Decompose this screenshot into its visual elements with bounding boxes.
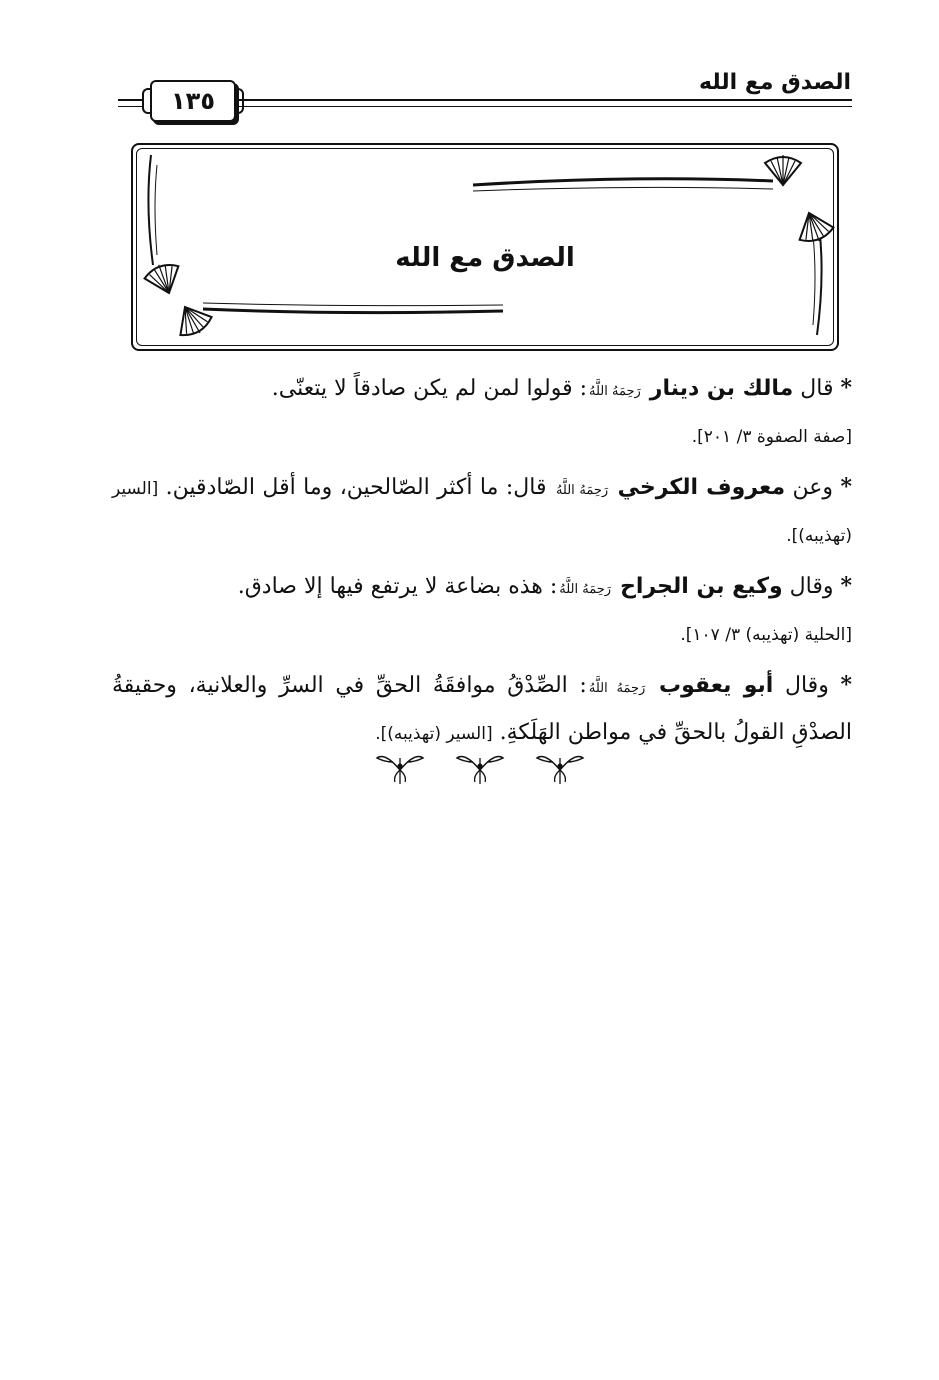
quote-author: أبو يعقوب bbox=[658, 673, 774, 698]
quote-author: وكيع بن الجراح bbox=[620, 574, 783, 599]
quote-text: : قولوا لمن لم يكن صادقاً لا يتعنّى. bbox=[271, 376, 588, 401]
running-title: الصدق مع الله bbox=[699, 70, 851, 95]
quote-reference: [الحلية (تهذيبه) ٣/ ١٠٧]. bbox=[680, 625, 852, 645]
quote-lead: وقال bbox=[784, 673, 829, 698]
quote-text: قال: ما أكثر الصّالحين، وما أقل الصّادقين. bbox=[165, 475, 547, 500]
chapter-title: الصدق مع الله bbox=[395, 243, 575, 273]
quote-reference: [السير (تهذيبه)]. bbox=[375, 724, 493, 744]
page-body bbox=[112, 366, 852, 762]
honorific: رَحِمَهُ اللَّهُ bbox=[559, 582, 612, 597]
quote-reference: [السير (تهذيبه)]. bbox=[112, 479, 852, 546]
quote-author: معروف الكرخي bbox=[617, 475, 786, 500]
shell-icon bbox=[169, 298, 215, 342]
chapter-frame bbox=[131, 143, 839, 351]
fleuron-icon bbox=[455, 748, 505, 788]
header-rule-right-thin bbox=[236, 106, 852, 107]
asterisk-marker: * bbox=[840, 573, 852, 599]
honorific: رَحِمَهُ اللَّهُ bbox=[589, 384, 641, 399]
fleuron-icon bbox=[535, 748, 585, 788]
quote-paragraph bbox=[112, 564, 852, 657]
quote-paragraph bbox=[112, 663, 852, 756]
header-rule-right bbox=[236, 99, 852, 101]
asterisk-marker: * bbox=[840, 474, 853, 500]
section-end-ornaments bbox=[375, 748, 585, 788]
page-number-text: ١٣٥ bbox=[171, 87, 215, 115]
header-rule-left-thin bbox=[118, 106, 142, 107]
honorific: رَحِمَهُ اللَّهُ bbox=[555, 483, 609, 498]
quote-reference: [صفة الصفوة ٣/ ٢٠١]. bbox=[691, 427, 852, 447]
page-number bbox=[150, 80, 236, 122]
quote-lead: وقال bbox=[789, 574, 834, 599]
quote-lead: قال bbox=[800, 376, 834, 401]
header-rule-left bbox=[118, 99, 142, 101]
fleuron-icon bbox=[375, 748, 425, 788]
asterisk-marker: * bbox=[840, 672, 852, 698]
quote-paragraph bbox=[112, 366, 852, 459]
honorific: رَحِمَهُ اللَّهُ bbox=[588, 681, 646, 696]
shell-icon bbox=[792, 207, 836, 248]
quote-text: : الصِّدْقُ موافقَةُ الحقِّ في السرِّ والعلانية، وحقيقةُ الصدْقِ القولُ بالحقِّ في مواطن الهَلَكةِ. bbox=[112, 673, 852, 745]
quote-author: مالك بن دينار bbox=[649, 376, 794, 401]
quote-paragraph bbox=[112, 465, 852, 558]
quote-lead: وعن bbox=[792, 475, 834, 500]
quote-text: : هذه بضاعة لا يرتفع فيها إلا صادق. bbox=[237, 574, 558, 599]
asterisk-marker: * bbox=[840, 375, 852, 401]
